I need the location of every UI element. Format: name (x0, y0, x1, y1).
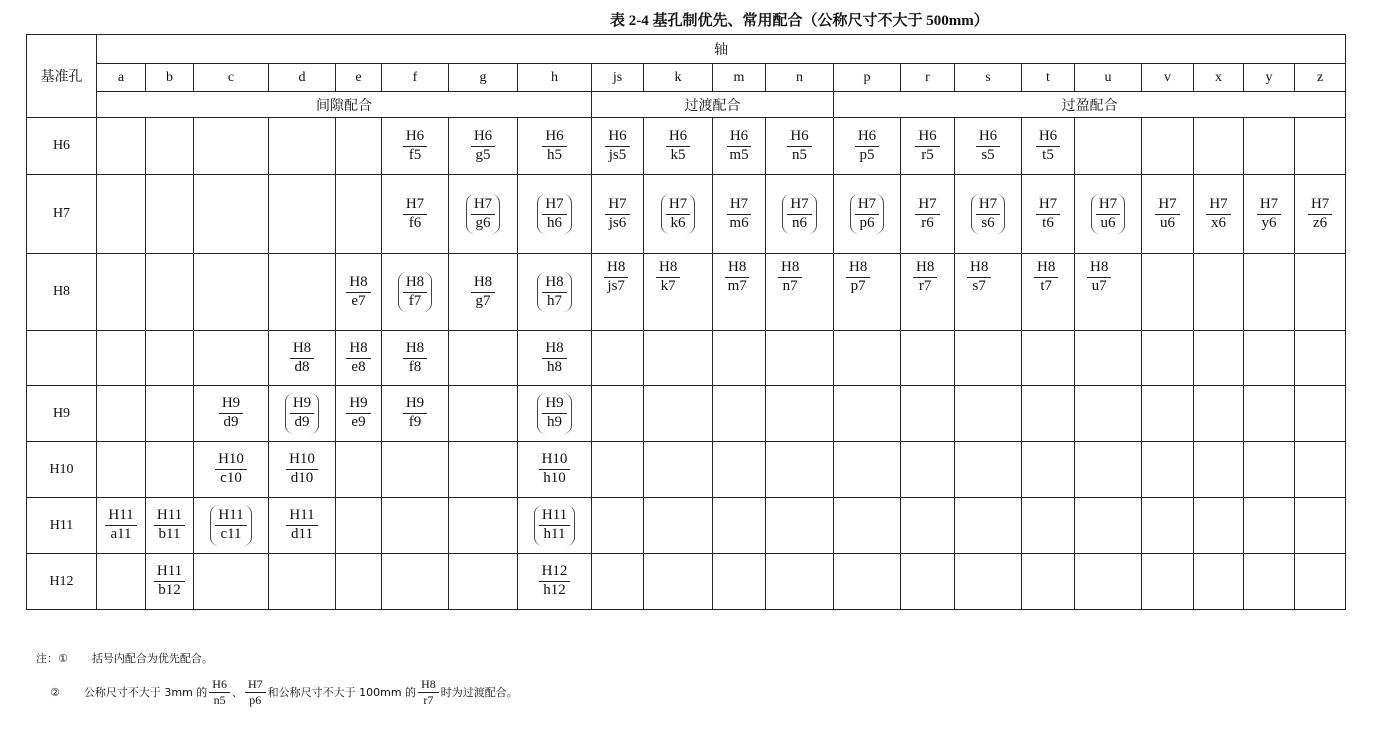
fit-cell (955, 331, 1022, 386)
fit-cell (518, 442, 592, 498)
table-row (27, 254, 1346, 331)
fit-cell (1194, 331, 1244, 386)
fit-cell (644, 118, 713, 175)
group-interference-fit: 过盈配合 (834, 92, 1346, 118)
group-transition-fit: 过渡配合 (592, 92, 834, 118)
fit-cell (449, 331, 518, 386)
fit-cell (1295, 331, 1346, 386)
fit-cell (1075, 442, 1142, 498)
fit-cell (518, 386, 592, 442)
note-1 (36, 650, 213, 666)
fit-fraction: $\frac{H8}{f8}$ (403, 341, 427, 376)
fit-cell (901, 118, 955, 175)
fit-cell (97, 118, 146, 175)
fit-cell (766, 498, 834, 554)
shaft-letter-u: u (1075, 64, 1142, 92)
fit-cell (834, 175, 901, 254)
shaft-letter-g: g (449, 64, 518, 92)
note-2 (50, 678, 518, 706)
note-2-fraction-3: $\frac{H8}{r7}$ (418, 678, 439, 706)
fit-cell (1295, 254, 1346, 331)
shaft-letter-t: t (1022, 64, 1075, 92)
fit-cell (194, 118, 269, 175)
fit-cell (1142, 331, 1194, 386)
fit-cell (336, 386, 382, 442)
fit-cell (336, 554, 382, 610)
fit-cell (336, 118, 382, 175)
fit-cell (1194, 118, 1244, 175)
shaft-letter-d: d (269, 64, 336, 92)
fit-fraction: $\frac{H7}{r6}$ (915, 197, 939, 232)
fit-cell (592, 331, 644, 386)
fit-cell (901, 331, 955, 386)
fit-fraction: $\frac{H6}{n5}$ (787, 129, 811, 164)
fit-fraction: $\frac{H6}{f5}$ (403, 129, 427, 164)
fit-cell (1022, 386, 1075, 442)
preferred-fit-parentheses (398, 272, 432, 313)
fit-cell (834, 386, 901, 442)
fit-fraction: $\frac{H6}{m5}$ (727, 129, 751, 164)
fit-cell (955, 498, 1022, 554)
shaft-letter-a: a (97, 64, 146, 92)
fit-cell (1022, 175, 1075, 254)
fit-cell (382, 331, 449, 386)
fit-cell (269, 331, 336, 386)
preferred-fit-fraction: $\frac{H7}{s6}$ (976, 197, 1000, 232)
fit-cell (97, 554, 146, 610)
fit-cell (449, 254, 518, 331)
fit-fraction: $\frac{H8}{e8}$ (346, 341, 370, 376)
fit-cell (713, 498, 766, 554)
fit-cell (146, 331, 194, 386)
fit-fraction: $\frac{H11}{a11}$ (105, 508, 136, 543)
table-row (27, 386, 1346, 442)
fit-cell (269, 118, 336, 175)
fit-fraction: $\frac{H7}{u6}$ (1155, 197, 1179, 232)
fit-cell (1244, 386, 1295, 442)
hole-cell: H8 (27, 254, 97, 331)
fit-cell (1194, 175, 1244, 254)
fit-fraction: $\frac{H12}{h12}$ (539, 564, 571, 599)
fit-fraction: $\frac{H7}{m6}$ (727, 197, 751, 232)
fit-cell (1295, 554, 1346, 610)
fit-fraction: $\frac{H8}{s7}$ (967, 260, 991, 295)
fit-cell (766, 386, 834, 442)
preferred-fit-parentheses (466, 194, 500, 235)
shaft-letter-k: k (644, 64, 713, 92)
fit-cell (1022, 442, 1075, 498)
fit-cell (269, 554, 336, 610)
fit-cell (1295, 498, 1346, 554)
fit-cell (382, 498, 449, 554)
fit-fraction: $\frac{H6}{r5}$ (915, 129, 939, 164)
preferred-fit-fraction: $\frac{H8}{f7}$ (403, 275, 427, 310)
preferred-fit-parentheses (971, 194, 1005, 235)
note-2-pre: 公称尺寸不大于 3mm 的 (83, 686, 208, 700)
note-2-marker: ② (50, 685, 60, 699)
fit-cell (1295, 118, 1346, 175)
hole-basis-fit-table (26, 34, 1346, 610)
fit-cell (901, 254, 955, 331)
fit-fraction: $\frac{H8}{r7}$ (913, 260, 937, 295)
note-1-marker: 注：① (36, 652, 68, 665)
fit-cell (644, 442, 713, 498)
fit-cell (1142, 254, 1194, 331)
fit-cell (1244, 254, 1295, 331)
fit-cell (97, 254, 146, 331)
fit-fraction: $\frac{H8}{t7}$ (1034, 260, 1058, 295)
fit-cell (146, 554, 194, 610)
note-2-fraction-1: $\frac{H6}{n5}$ (209, 678, 230, 706)
fit-cell (97, 331, 146, 386)
fit-cell (766, 175, 834, 254)
fit-cell (713, 554, 766, 610)
fit-cell (518, 498, 592, 554)
fit-cell (644, 331, 713, 386)
fit-fraction: $\frac{H10}{d10}$ (286, 452, 318, 487)
preferred-fit-fraction: $\frac{H7}{u6}$ (1096, 197, 1120, 232)
fit-cell (1075, 118, 1142, 175)
fit-cell (834, 118, 901, 175)
shaft-letter-row (27, 64, 1346, 92)
fit-cell (1194, 442, 1244, 498)
fit-cell (336, 331, 382, 386)
fit-cell (1022, 554, 1075, 610)
fit-cell (592, 254, 644, 331)
fit-fraction: $\frac{H10}{c10}$ (215, 452, 247, 487)
fit-cell (955, 254, 1022, 331)
fit-fraction: $\frac{H7}{js6}$ (605, 197, 629, 232)
note-2-fraction-2: $\frac{H7}{p6}$ (245, 678, 266, 706)
preferred-fit-fraction: $\frac{H9}{h9}$ (542, 396, 566, 431)
fit-cell (1244, 442, 1295, 498)
fit-cell (644, 554, 713, 610)
fit-cell (901, 554, 955, 610)
fit-cell (97, 498, 146, 554)
fit-fraction: $\frac{H7}{y6}$ (1257, 197, 1281, 232)
table-row (27, 498, 1346, 554)
fit-cell (518, 118, 592, 175)
fit-cell (901, 386, 955, 442)
shaft-header: 轴 (97, 35, 1346, 64)
fit-fraction: $\frac{H8}{m7}$ (725, 260, 749, 295)
fit-cell (1142, 442, 1194, 498)
fit-cell (1295, 442, 1346, 498)
shaft-letter-js: js (592, 64, 644, 92)
fit-cell (194, 498, 269, 554)
hole-header: 基准孔 (27, 35, 97, 118)
fit-cell (955, 442, 1022, 498)
fit-cell (449, 386, 518, 442)
fit-cell (194, 442, 269, 498)
fit-cell (518, 175, 592, 254)
fit-cell (1142, 386, 1194, 442)
fit-cell (901, 442, 955, 498)
fit-cell (382, 442, 449, 498)
fit-cell (644, 175, 713, 254)
fit-fraction: $\frac{H8}{u7}$ (1087, 260, 1111, 295)
shaft-letter-h: h (518, 64, 592, 92)
fit-cell (1295, 386, 1346, 442)
fit-fraction: $\frac{H8}{e7}$ (346, 275, 370, 310)
fit-cell (1075, 498, 1142, 554)
shaft-letter-p: p (834, 64, 901, 92)
preferred-fit-parentheses (1091, 194, 1125, 235)
fit-cell (713, 254, 766, 331)
fit-fraction: $\frac{H7}{x6}$ (1206, 197, 1230, 232)
fit-cell (269, 175, 336, 254)
fit-cell (449, 175, 518, 254)
preferred-fit-parentheses (285, 393, 319, 434)
fit-cell (336, 254, 382, 331)
fit-cell (146, 442, 194, 498)
shaft-letter-x: x (1194, 64, 1244, 92)
fit-cell (713, 118, 766, 175)
fit-cell (1075, 254, 1142, 331)
preferred-fit-parentheses (661, 194, 695, 235)
hole-cell: H11 (27, 498, 97, 554)
shaft-letter-z: z (1295, 64, 1346, 92)
fit-cell (382, 175, 449, 254)
fit-cell (834, 554, 901, 610)
fit-cell (1075, 386, 1142, 442)
table-row (27, 118, 1346, 175)
fit-fraction: $\frac{H8}{k7}$ (656, 260, 680, 295)
fit-cell (955, 118, 1022, 175)
fit-cell (449, 554, 518, 610)
fit-cell (1194, 498, 1244, 554)
fit-cell (146, 254, 194, 331)
fit-cell (146, 386, 194, 442)
preferred-fit-fraction: $\frac{H9}{d9}$ (290, 396, 314, 431)
shaft-letter-f: f (382, 64, 449, 92)
fit-fraction: $\frac{H6}{t5}$ (1036, 129, 1060, 164)
fit-cell (644, 498, 713, 554)
fit-cell (336, 175, 382, 254)
fit-cell (382, 554, 449, 610)
fit-cell (194, 175, 269, 254)
fit-cell (1022, 498, 1075, 554)
fit-cell (269, 498, 336, 554)
preferred-fit-parentheses (850, 194, 884, 235)
fit-cell (1022, 118, 1075, 175)
fit-fraction: $\frac{H8}{h8}$ (542, 341, 566, 376)
preferred-fit-parentheses (537, 272, 571, 313)
fit-fraction: $\frac{H11}{b11}$ (154, 508, 185, 543)
fit-cell (1194, 386, 1244, 442)
fit-cell (901, 175, 955, 254)
preferred-fit-parentheses (534, 505, 575, 546)
fit-cell (146, 175, 194, 254)
fit-fraction: $\frac{H8}{js7}$ (604, 260, 628, 295)
fit-cell (644, 386, 713, 442)
fit-cell (1142, 554, 1194, 610)
fit-cell (713, 386, 766, 442)
fit-cell (269, 254, 336, 331)
fit-fraction: $\frac{H6}{js5}$ (605, 129, 629, 164)
fit-cell (1244, 554, 1295, 610)
note-2-separator: 、 (231, 686, 243, 700)
shaft-letter-v: v (1142, 64, 1194, 92)
fit-cell (955, 175, 1022, 254)
preferred-fit-fraction: $\frac{H7}{g6}$ (471, 197, 495, 232)
fit-fraction: $\frac{H9}{f9}$ (403, 396, 427, 431)
fit-cell (713, 331, 766, 386)
fit-cell (766, 554, 834, 610)
fit-cell (1022, 331, 1075, 386)
fit-fraction: $\frac{H9}{e9}$ (346, 396, 370, 431)
fit-cell (901, 498, 955, 554)
fit-cell (766, 442, 834, 498)
shaft-letter-y: y (1244, 64, 1295, 92)
fit-fraction: $\frac{H8}{g7}$ (471, 275, 495, 310)
fit-cell (146, 118, 194, 175)
fit-cell (1295, 175, 1346, 254)
fit-fraction: $\frac{H8}{n7}$ (778, 260, 802, 295)
fit-fraction: $\frac{H6}{g5}$ (471, 129, 495, 164)
fit-fraction: $\frac{H11}{d11}$ (286, 508, 317, 543)
hole-cell: H6 (27, 118, 97, 175)
fit-cell (713, 442, 766, 498)
shaft-letter-c: c (194, 64, 269, 92)
fit-cell (518, 254, 592, 331)
fit-cell (592, 498, 644, 554)
fit-fraction: $\frac{H6}{p5}$ (855, 129, 879, 164)
fit-fraction: $\frac{H6}{h5}$ (542, 129, 566, 164)
table-title: 表 2-4 基孔制优先、常用配合（公称尺寸不大于 500mm） (610, 13, 989, 29)
shaft-letter-r: r (901, 64, 955, 92)
fit-fraction: $\frac{H8}{p7}$ (846, 260, 870, 295)
hole-cell: H12 (27, 554, 97, 610)
fit-cell (449, 118, 518, 175)
note-2-post: 时为过渡配合。 (440, 686, 518, 700)
note-1-text: 括号内配合为优先配合。 (91, 652, 213, 665)
fit-cell (592, 175, 644, 254)
fit-fraction: $\frac{H6}{k5}$ (666, 129, 690, 164)
fit-cell (97, 386, 146, 442)
fit-cell (1244, 175, 1295, 254)
fit-cell (1142, 498, 1194, 554)
fit-cell (336, 498, 382, 554)
preferred-fit-fraction: $\frac{H7}{h6}$ (542, 197, 566, 232)
fit-cell (1244, 498, 1295, 554)
fit-cell (382, 254, 449, 331)
fit-cell (766, 254, 834, 331)
shaft-letter-b: b (146, 64, 194, 92)
fit-cell (592, 442, 644, 498)
fit-cell (713, 175, 766, 254)
table-row (27, 331, 1346, 386)
fit-fraction: $\frac{H7}{t6}$ (1036, 197, 1060, 232)
fit-fraction: $\frac{H9}{d9}$ (219, 396, 243, 431)
preferred-fit-fraction: $\frac{H11}{h11}$ (539, 508, 570, 543)
preferred-fit-fraction: $\frac{H7}{k6}$ (666, 197, 690, 232)
fit-cell (1194, 554, 1244, 610)
fit-cell (269, 386, 336, 442)
fit-cell (1142, 118, 1194, 175)
fit-cell (1194, 254, 1244, 331)
preferred-fit-fraction: $\frac{H11}{c11}$ (215, 508, 246, 543)
fit-cell (1142, 175, 1194, 254)
fit-cell (97, 175, 146, 254)
table-row (27, 554, 1346, 610)
fit-cell (592, 118, 644, 175)
fit-cell (518, 554, 592, 610)
fit-cell (1075, 331, 1142, 386)
hole-cell: H7 (27, 175, 97, 254)
fit-cell (1075, 175, 1142, 254)
table-row (27, 442, 1346, 498)
hole-cell: H9 (27, 386, 97, 442)
preferred-fit-fraction: $\frac{H7}{n6}$ (787, 197, 811, 232)
shaft-letter-s: s (955, 64, 1022, 92)
fit-cell (592, 386, 644, 442)
shaft-letter-e: e (336, 64, 382, 92)
fit-cell (146, 498, 194, 554)
fit-fraction: $\frac{H10}{h10}$ (539, 452, 571, 487)
fit-cell (834, 254, 901, 331)
fit-cell (644, 254, 713, 331)
fit-cell (834, 498, 901, 554)
fit-cell (834, 442, 901, 498)
fit-cell (449, 442, 518, 498)
fit-cell (382, 386, 449, 442)
fit-cell (1022, 254, 1075, 331)
fit-cell (194, 554, 269, 610)
note-2-mid: 和公称尺寸不大于 100mm 的 (267, 686, 417, 700)
fit-cell (766, 331, 834, 386)
fit-cell (1244, 118, 1295, 175)
fit-cell (194, 386, 269, 442)
hole-cell: H10 (27, 442, 97, 498)
hole-cell (27, 331, 97, 386)
preferred-fit-parentheses (782, 194, 816, 235)
fit-cell (766, 118, 834, 175)
fit-fraction: $\frac{H7}{z6}$ (1308, 197, 1332, 232)
fit-cell (194, 254, 269, 331)
fit-cell (518, 331, 592, 386)
fit-fraction: $\frac{H8}{d8}$ (290, 341, 314, 376)
shaft-letter-m: m (713, 64, 766, 92)
fit-cell (834, 331, 901, 386)
fit-cell (592, 554, 644, 610)
preferred-fit-fraction: $\frac{H8}{h7}$ (542, 275, 566, 310)
preferred-fit-parentheses (537, 194, 571, 235)
cropped-heading-fragment (40, 0, 380, 3)
preferred-fit-fraction: $\frac{H7}{p6}$ (855, 197, 879, 232)
fit-cell (382, 118, 449, 175)
preferred-fit-parentheses (210, 505, 251, 546)
fit-cell (269, 442, 336, 498)
fit-fraction: $\frac{H7}{f6}$ (403, 197, 427, 232)
fit-cell (955, 386, 1022, 442)
preferred-fit-parentheses (537, 393, 571, 434)
fit-cell (449, 498, 518, 554)
group-clearance-fit: 间隙配合 (97, 92, 592, 118)
table-row (27, 175, 1346, 254)
fit-cell (1244, 331, 1295, 386)
fit-cell (97, 442, 146, 498)
fit-cell (955, 554, 1022, 610)
fit-cell (1075, 554, 1142, 610)
fit-cell (194, 331, 269, 386)
fit-cell (336, 442, 382, 498)
shaft-letter-n: n (766, 64, 834, 92)
fit-fraction: $\frac{H6}{s5}$ (976, 129, 1000, 164)
fit-fraction: $\frac{H11}{b12}$ (154, 564, 185, 599)
